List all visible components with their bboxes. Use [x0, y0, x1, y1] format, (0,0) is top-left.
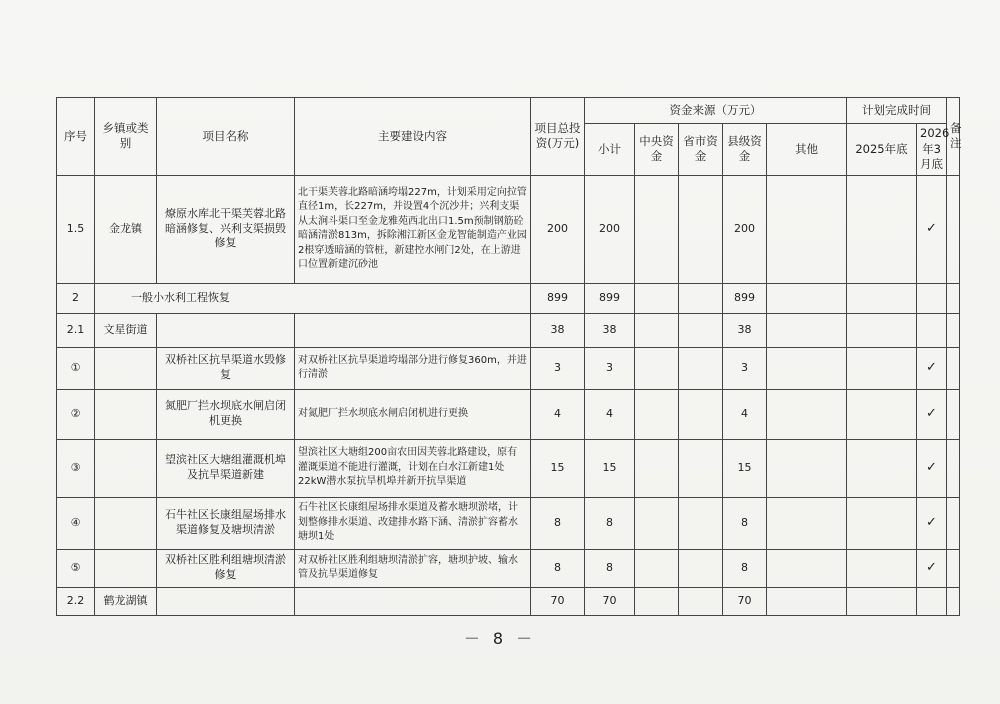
cell-province: [679, 549, 723, 587]
header-2026: 2026年3月底: [917, 124, 947, 176]
cell-2025: [847, 549, 917, 587]
table-row: [57, 439, 960, 497]
cell-province: [679, 313, 723, 347]
cell-central: [635, 439, 679, 497]
page-number: － 8 －: [463, 629, 537, 648]
header-row-1: [57, 98, 960, 124]
cell-2025: [847, 439, 917, 497]
cell-subtotal: 3: [585, 347, 635, 389]
header-project-name: 项目名称: [157, 98, 295, 176]
cell-2026: ✓: [917, 175, 947, 283]
header-remark: 备注: [947, 98, 960, 176]
cell-county: 70: [723, 587, 767, 615]
cell-other: [767, 587, 847, 615]
cell-project-name: 双桥社区胜利组塘坝清淤修复: [157, 549, 295, 587]
cell-total: 200: [531, 175, 585, 283]
cell-project-name: 石牛社区长康组屋场排水渠道修复及塘坝清淤: [157, 497, 295, 549]
cell-central: [635, 549, 679, 587]
cell-central: [635, 347, 679, 389]
cell-county: 38: [723, 313, 767, 347]
cell-2025: [847, 313, 917, 347]
cell-seq: ③: [57, 439, 95, 497]
cell-county: 200: [723, 175, 767, 283]
header-province: 省市资金: [679, 124, 723, 176]
cell-2026: ✓: [917, 439, 947, 497]
cell-content: 望滨社区大塘组200亩农田因芙蓉北路建设，原有灌溉渠道不能进行灌溉，计划在白水江新建1处22kW潜水泵抗旱机埠并新开抗旱渠道: [295, 439, 531, 497]
cell-other: [767, 439, 847, 497]
cell-2025: [847, 389, 917, 439]
cell-project-name: [157, 587, 295, 615]
cell-content: [295, 587, 531, 615]
table-row: [57, 283, 960, 313]
table-row: [57, 389, 960, 439]
header-content: 主要建设内容: [295, 98, 531, 176]
cell-content: 北干渠芙蓉北路暗涵垮塌227m，计划采用定向拉管直径1m，长227m，并设置4个沉沙井；兴利支渠从太涧斗渠口至金龙雅苑西北出口1.5m预制钢筋砼暗涵清淤813m，拆除湘江新区金龙智能制造产业园2根穿透暗涵的管桩，新建控水闸门2处，在上游进口位置新建沉砂池: [295, 175, 531, 283]
cell-project-name: [157, 313, 295, 347]
cell-seq: 2.1: [57, 313, 95, 347]
cell-seq: 1.5: [57, 175, 95, 283]
cell-subtotal: 38: [585, 313, 635, 347]
cell-central: [635, 175, 679, 283]
cell-other: [767, 549, 847, 587]
cell-county: 4: [723, 389, 767, 439]
cell-province: [679, 175, 723, 283]
header-seq: 序号: [57, 98, 95, 176]
cell-other: [767, 389, 847, 439]
cell-central: [635, 313, 679, 347]
cell-county: 8: [723, 497, 767, 549]
cell-town: [95, 497, 157, 549]
cell-province: [679, 283, 723, 313]
cell-central: [635, 497, 679, 549]
cell-subtotal: 899: [585, 283, 635, 313]
cell-2025: [847, 497, 917, 549]
cell-content: 对氮肥厂拦水坝底水闸启闭机进行更换: [295, 389, 531, 439]
cell-town: 金龙镇: [95, 175, 157, 283]
cell-province: [679, 587, 723, 615]
cell-town: [95, 439, 157, 497]
cell-2026: ✓: [917, 347, 947, 389]
cell-subtotal: 8: [585, 549, 635, 587]
cell-province: [679, 389, 723, 439]
cell-other: [767, 313, 847, 347]
table-row: [57, 549, 960, 587]
cell-2026: ✓: [917, 497, 947, 549]
cell-other: [767, 347, 847, 389]
table-row: [57, 347, 960, 389]
cell-seq: 2: [57, 283, 95, 313]
table-row: [57, 175, 960, 283]
cell-central: [635, 587, 679, 615]
cell-remark: [947, 313, 960, 347]
cell-other: [767, 497, 847, 549]
cell-2025: [847, 587, 917, 615]
cell-subtotal: 8: [585, 497, 635, 549]
cell-project-name: 氮肥厂拦水坝底水闸启闭机更换: [157, 389, 295, 439]
cell-seq: 2.2: [57, 587, 95, 615]
cell-remark: [947, 283, 960, 313]
cell-project-name: 燎原水库北干渠芙蓉北路暗涵修复、兴利支渠损毁修复: [157, 175, 295, 283]
cell-county: 3: [723, 347, 767, 389]
cell-other: [767, 283, 847, 313]
cell-seq: ②: [57, 389, 95, 439]
cell-2026: ✓: [917, 549, 947, 587]
cell-seq: ①: [57, 347, 95, 389]
cell-2025: [847, 347, 917, 389]
cell-2026: ✓: [917, 389, 947, 439]
header-county: 县级资金: [723, 124, 767, 176]
table-row: [57, 313, 960, 347]
cell-2026: [917, 313, 947, 347]
cell-remark: [947, 439, 960, 497]
cell-total: 899: [531, 283, 585, 313]
header-2025: 2025年底: [847, 124, 917, 176]
cell-town: [95, 347, 157, 389]
cell-town: [95, 549, 157, 587]
cell-content: 石牛社区长康组屋场排水渠道及蓄水塘坝淤堵，计划整修排水渠道、改建排水路下涵、清淤扩容蓄水塘坝1处: [295, 497, 531, 549]
cell-2025: [847, 283, 917, 313]
cell-subtotal: 70: [585, 587, 635, 615]
cell-seq: ④: [57, 497, 95, 549]
cell-seq: ⑤: [57, 549, 95, 587]
cell-central: [635, 389, 679, 439]
cell-category: 一般小水利工程恢复: [95, 283, 531, 313]
cell-2026: [917, 283, 947, 313]
cell-town: 鹤龙湖镇: [95, 587, 157, 615]
cell-remark: [947, 389, 960, 439]
cell-total: 3: [531, 347, 585, 389]
cell-province: [679, 439, 723, 497]
header-town: 乡镇或类别: [95, 98, 157, 176]
cell-content: 对双桥社区抗旱渠道垮塌部分进行修复360m，并进行清淤: [295, 347, 531, 389]
cell-total: 8: [531, 497, 585, 549]
cell-remark: [947, 347, 960, 389]
project-table: [56, 97, 960, 616]
cell-central: [635, 283, 679, 313]
table-row: [57, 497, 960, 549]
cell-county: 899: [723, 283, 767, 313]
cell-remark: [947, 587, 960, 615]
cell-total: 38: [531, 313, 585, 347]
cell-2026: [917, 587, 947, 615]
cell-total: 15: [531, 439, 585, 497]
cell-county: 15: [723, 439, 767, 497]
table-row: [57, 587, 960, 615]
cell-content: 对双桥社区胜利组塘坝清淤扩容，塘坝护坡、输水管及抗旱渠道修复: [295, 549, 531, 587]
header-funding: 资金来源（万元）: [585, 98, 847, 124]
header-subtotal: 小计: [585, 124, 635, 176]
cell-remark: [947, 497, 960, 549]
cell-subtotal: 4: [585, 389, 635, 439]
header-other: 其他: [767, 124, 847, 176]
header-plan: 计划完成时间: [847, 98, 947, 124]
cell-remark: [947, 175, 960, 283]
cell-total: 4: [531, 389, 585, 439]
cell-total: 8: [531, 549, 585, 587]
cell-content: [295, 313, 531, 347]
cell-subtotal: 15: [585, 439, 635, 497]
cell-subtotal: 200: [585, 175, 635, 283]
cell-town: 文星街道: [95, 313, 157, 347]
cell-remark: [947, 549, 960, 587]
header-total: 项目总投资(万元): [531, 98, 585, 176]
cell-province: [679, 497, 723, 549]
cell-2025: [847, 175, 917, 283]
cell-project-name: 望滨社区大塘组灌溉机埠及抗旱渠道新建: [157, 439, 295, 497]
cell-total: 70: [531, 587, 585, 615]
header-central: 中央资金: [635, 124, 679, 176]
cell-project-name: 双桥社区抗旱渠道水毁修复: [157, 347, 295, 389]
cell-town: [95, 389, 157, 439]
cell-county: 8: [723, 549, 767, 587]
cell-province: [679, 347, 723, 389]
cell-other: [767, 175, 847, 283]
